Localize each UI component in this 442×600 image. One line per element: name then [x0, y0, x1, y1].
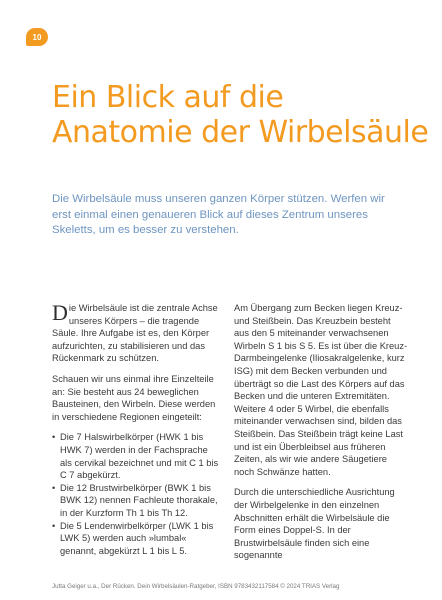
bullet-icon: •	[52, 482, 56, 493]
left-column	[52, 302, 222, 557]
list-item-text: Die 7 Halswirbelkörper (HWK 1 bis HWK 7) werden in der Fachsprache als cervikal bezeichnet und mit C 1 bis C 7 abgekürzt.	[60, 432, 219, 481]
dropcap: D	[52, 300, 68, 325]
page-number-badge: 10	[26, 28, 48, 46]
intro-paragraph: Die Wirbelsäule muss unseren ganzen Körper stützen. Werfen wir erst einmal einen genaueren Blick auf dieses Zentrum unseres Skeletts, um es besser zu verstehen.	[52, 193, 385, 236]
left-paragraph-1-text: ie Wirbelsäule ist die zentrale Achse unseres Körpers – die tragende Säule. Ihre Aufgabe ist es, den Körper aufzurichten, zu stabilisieren und das Rückenmark zu schützen.	[52, 303, 218, 364]
title-line-2: Anatomie der Wirbelsäule	[52, 115, 429, 150]
bullet-icon: •	[52, 520, 56, 531]
list-item	[52, 482, 222, 520]
list-item-text: Die 12 Brustwirbelkörper (BWK 1 bis BWK 12) nennen Fachleute thorakale, in der Kurzform Th 1 bis Th 12.	[60, 482, 218, 518]
region-list	[52, 431, 222, 557]
footer-citation: Jutta Geiger u.a., Der Rücken. Dein Wirbelsäulen-Ratgeber, ISBN 9783432117584 © 2024 TRIAS Verlag	[52, 583, 340, 590]
right-column	[234, 302, 408, 570]
left-paragraph-1	[52, 302, 222, 365]
left-paragraph-2: Schauen wir uns einmal ihre Einzelteile an: Sie besteht aus 24 beweglichen Bausteinen, den Wirbeln. Diese werden in verschiedene Regionen eingeteilt:	[52, 373, 216, 422]
list-item-text: Die 5 Lendenwirbelkörper (LWK 1 bis LWK 5) werden auch »lumbal« genannt, abgekürzt L 1 bis L 5.	[60, 520, 214, 556]
page-title	[52, 80, 432, 150]
list-item	[52, 520, 222, 558]
title-line-1: Ein Blick auf die	[52, 80, 284, 115]
bullet-icon: •	[52, 432, 56, 443]
right-paragraph-1: Am Übergang zum Becken liegen Kreuz- und Steißbein. Das Kreuzbein besteht aus den 5 miteinander verwachsenen Wirbeln S 1 bis S 5. Es ist über die Kreuz-Darmbeingelenke (Iliosakralgelenke, kurz ISG) mit dem Becken verbunden und überträgt so die Last des Körpers auf das Becken und die unteren Extremitäten. Weitere 4 oder 5 Wirbel, die ebenfalls miteinander verwachsen sind, bilden das Steißbein. Das Steißbein trägt keine Last und ist ein Überbleibsel aus früheren Zeiten, als wir wie andere Säugetiere noch Schwänze hatten.	[234, 303, 408, 477]
right-paragraph-2: Durch die unterschiedliche Ausrichtung der Wirbelgelenke in den einzelnen Abschnitten erhält die Wirbelsäule die Form eines Doppel-S. In der Brustwirbelsäule finden sich eine sogenannte	[234, 487, 395, 561]
list-item	[52, 431, 222, 481]
